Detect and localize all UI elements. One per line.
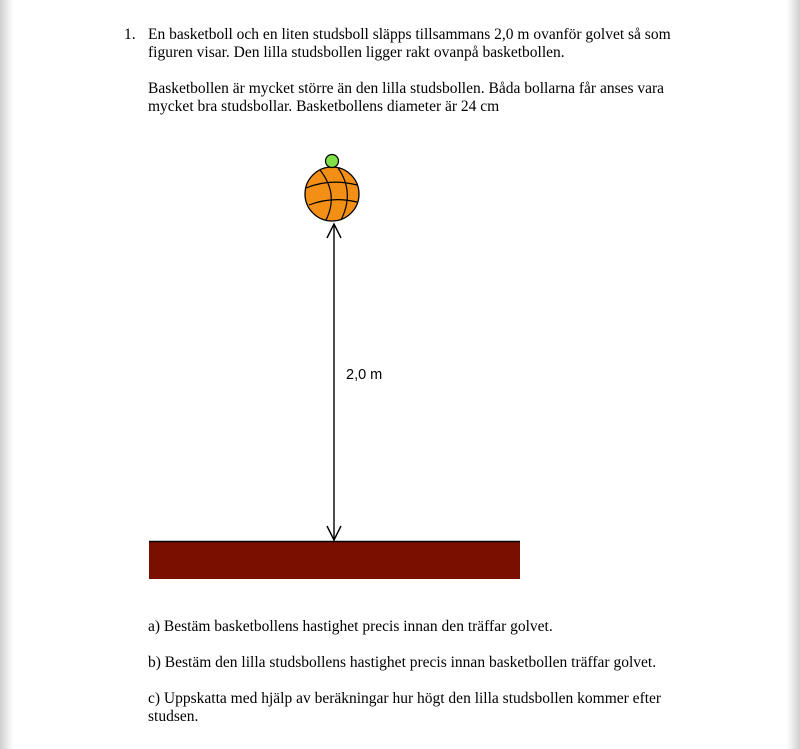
subquestion-a: a) Bestäm basketbollens hastighet precis innan den träffar golvet. [148,618,553,635]
question-paragraph-1: En basketboll och en liten studsboll släpps tillsammans 2,0 m ovanför golvet så som figuren visar. Den lilla studsbollen ligger rakt ovanpå basketbollen. [148,26,671,61]
height-label: 2,0 m [346,367,383,383]
question-number: 1. [124,26,136,43]
small-ball-icon [326,155,339,168]
subquestion-b: b) Bestäm den lilla studsbollens hastighet precis innan basketbollen träffar golvet. [148,654,657,671]
arrow-icon [327,224,341,540]
question-paragraph-2: Basketbollen är mycket större än den lilla studsbollen. Båda bollarna får anses vara mycket bra studsbollar. Basketbollens diameter är 24 cm [148,80,665,115]
subquestion-c: c) Uppskatta med hjälp av beräkningar hur högt den lilla studsbollen kommer efter studsen. [148,690,662,725]
basketball-icon [305,167,359,221]
floor-icon [149,541,520,579]
